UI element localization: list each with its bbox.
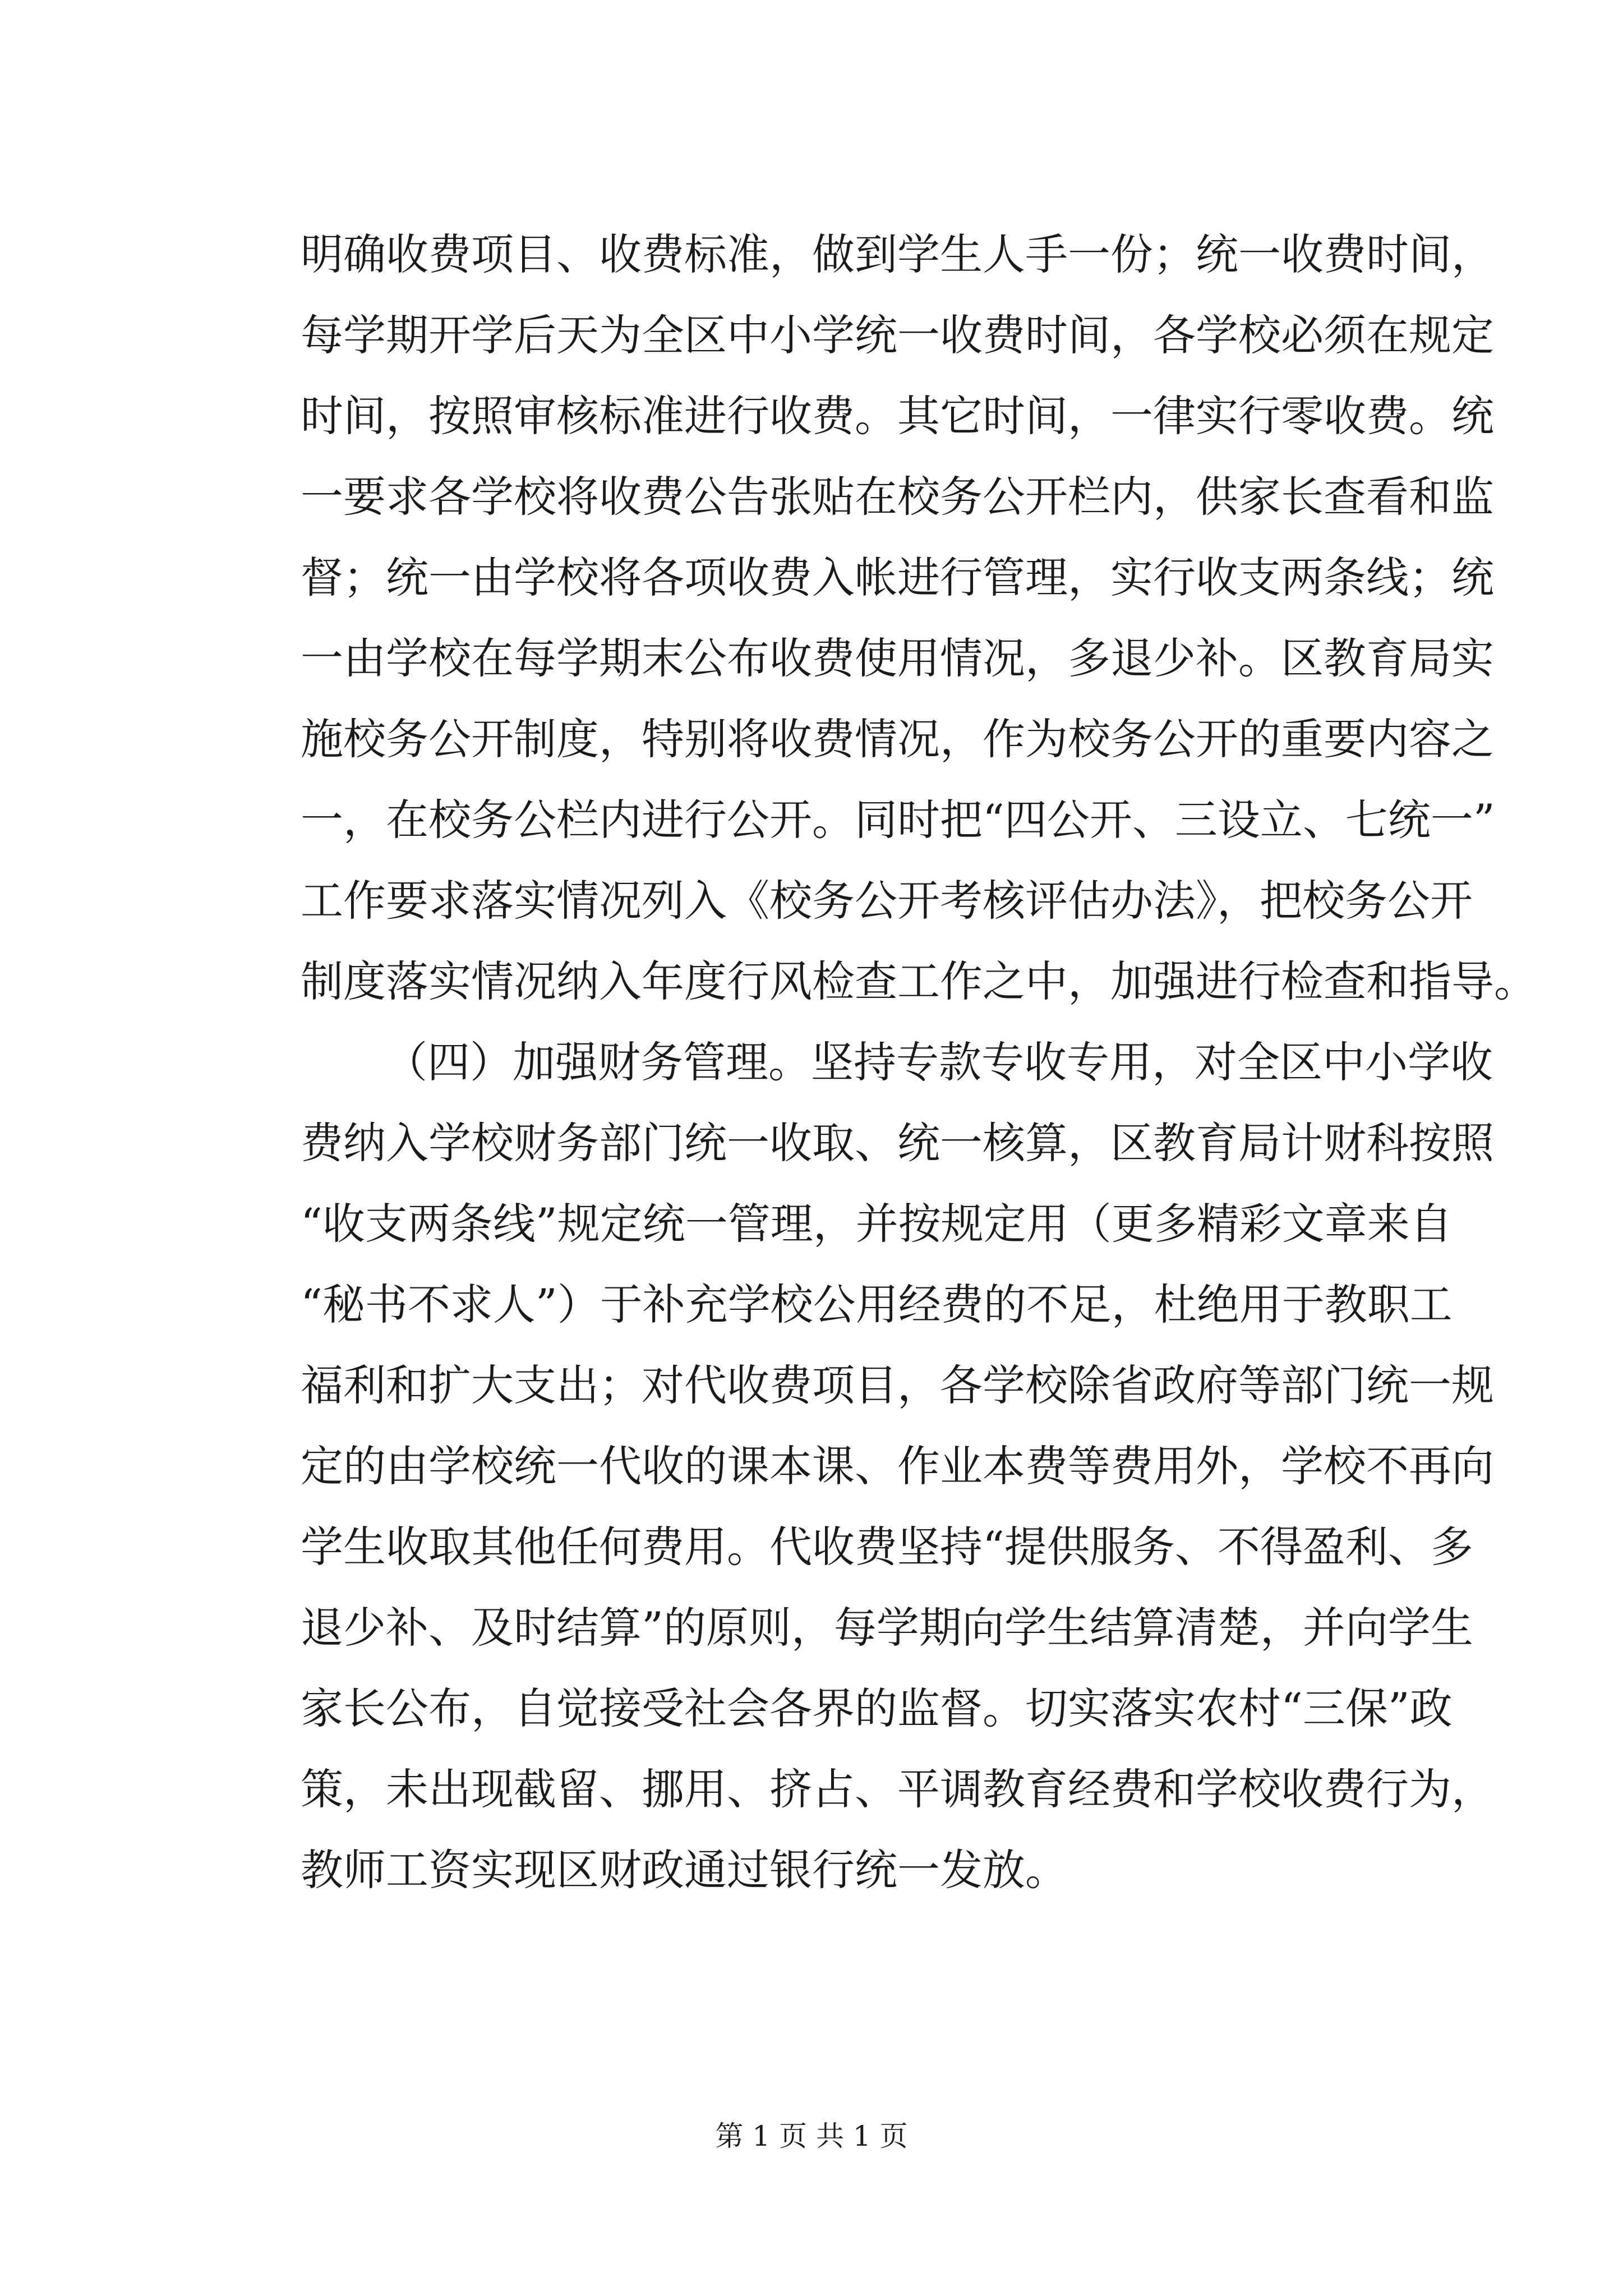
page-footer: 第 1 页 共 1 页 xyxy=(715,2120,908,2152)
text-line: 督；统一由学校将各项收费入帐进行管理，实行收支两条线；统 xyxy=(301,553,1494,602)
text-line: 福利和扩大支出；对代收费项目，各学校除省政府等部门统一规 xyxy=(301,1360,1494,1410)
text-line: 策，未出现截留、挪用、挤占、平调教育经费和学校收费行为， xyxy=(301,1764,1494,1814)
text-line: 施校务公开制度，特别将收费情况，作为校务公开的重要内容之 xyxy=(301,714,1494,764)
text-line: 教师工资实现区财政通过银行统一发放。 xyxy=(301,1845,1068,1895)
text-line: 费纳入学校财务部门统一收取、统一核算，区教育局计财科按照 xyxy=(301,1118,1494,1168)
text-line: 制度落实情况纳入年度行风检查工作之中，加强进行检查和指导。 xyxy=(301,956,1537,1006)
document-body xyxy=(301,214,1537,1911)
text-line: 明确收费项目、收费标准，做到学生人手一份；统一收费时间， xyxy=(301,229,1494,279)
text-line: 一要求各学校将收费公告张贴在校务公开栏内，供家长查看和监 xyxy=(301,472,1494,522)
text-line: 一由学校在每学期末公布收费使用情况，多退少补。区教育局实 xyxy=(301,633,1494,683)
text-line: 工作要求落实情况列入《校务公开考核评估办法》，把校务公开 xyxy=(301,876,1473,926)
text-line: 一，在校务公栏内进行公开。同时把“四公开、三设立、七统一” xyxy=(301,795,1495,845)
text-line: 退少补、及时结算”的原则，每学期向学生结算清楚，并向学生 xyxy=(301,1603,1473,1653)
text-line: 定的由学校统一代收的课本课、作业本费等费用外，学校不再向 xyxy=(301,1441,1494,1491)
text-line: “秘书不求人”）于补充学校公用经费的不足，杜绝用于教职工 xyxy=(301,1280,1453,1329)
text-line: 学生收取其他任何费用。代收费坚持“提供服务、不得盈利、多 xyxy=(301,1522,1473,1572)
text-line: “收支两条线”规定统一管理，并按规定用（更多精彩文章来自 xyxy=(301,1199,1453,1249)
paragraph-start-line: （四）加强财务管理。坚持专款专收专用，对全区中小学收 xyxy=(385,1037,1493,1087)
text-line: 时间，按照审核标准进行收费。其它时间，一律实行零收费。统 xyxy=(301,391,1494,441)
text-line: 每学期开学后天为全区中小学统一收费时间，各学校必须在规定 xyxy=(301,310,1494,360)
text-line: 家长公布，自觉接受社会各界的监督。切实落实农村“三保”政 xyxy=(301,1683,1453,1733)
